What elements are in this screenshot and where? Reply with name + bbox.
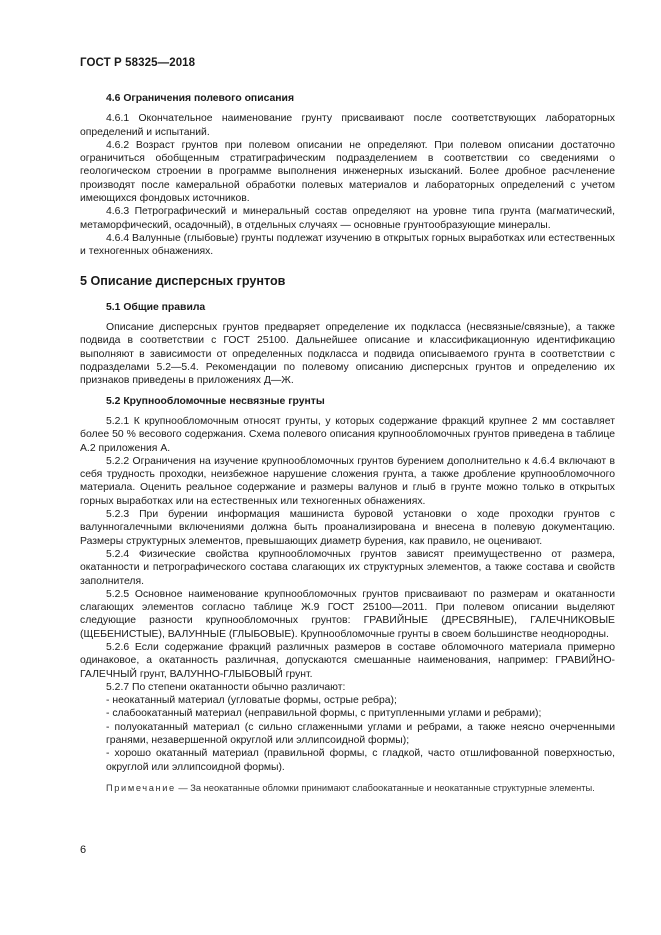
list-item: - слабоокатанный материал (неправильной формы, с притупленными углами и ребрами); <box>106 708 542 720</box>
document-body <box>80 92 615 794</box>
paragraph-4-6-3: 4.6.3 Петрографический и минеральный состав определяют на уровне типа грунта (магматический, метаморфический, осадочный), в отдельных случаях — основные грунтообразующие минералы. <box>80 206 615 231</box>
heading-4-6: 4.6 Ограничения полевого описания <box>106 93 295 104</box>
paragraph-5-2-6: 5.2.6 Если содержание фракций различных размеров в составе обломочного материала примерно одинаковое, а окатанность различная, допускаются смешанные наименования, например: ГРАВИЙНО-ГАЛЕЧНЫЙ грунт, ВАЛУННО-ГЛЫБОВЫЙ грунт. <box>80 641 615 680</box>
paragraph-5-2-1: 5.2.1 К крупнообломочным относят грунты, у которых содержание фракций крупнее 2 мм составляет более 50 % весового содержания. Схема полевого описания крупнообломочных грунтов приведена в таблице А.2 приложения А. <box>80 415 615 454</box>
note-label: Примечание <box>106 782 176 793</box>
paragraph-4-6-1: 4.6.1 Окончательное наименование грунту присваивают после соответствующих лабораторных определений и испытаний. <box>80 113 615 138</box>
list-item: - хорошо окатанный материал (правильной формы, с гладкой, часто отшлифованной поверхностью, округлой или эллипсоидной формы). <box>106 748 615 773</box>
list-item: - полуокатанный материал (с сильно сглаженными углами и ребрами, а также неясно очерченными гранями, незавершенной округлой или эллипсоидной формы); <box>106 721 615 747</box>
roundness-list <box>80 694 615 774</box>
paragraph-5-2-2: 5.2.2 Ограничения на изучение крупнообломочных грунтов бурением дополнительно к 4.6.4 включают в себя трудность проходки, неизбежное нарушение сложения грунта, а также дробление крупнообломочного материала. Оценить реальное содержание и размеры валунов и глыб в грунте можно только в открытых горных выработках или на естественных или техногенных обнажениях. <box>80 455 615 507</box>
list-item: - неокатанный материал (угловатые формы, острые ребра); <box>106 695 397 707</box>
paragraph-5-2-4: 5.2.4 Физические свойства крупнообломочных грунтов зависят преимущественно от размера, окатанности и петрографического состава слагающих их структурных элементов, а также состава и свойств заполнителя. <box>80 548 615 587</box>
paragraph-4-6-4: 4.6.4 Валунные (глыбовые) грунты подлежат изучению в открытых горных выработках или естественных и техногенных обнажениях. <box>80 232 615 258</box>
heading-section-5: 5 Описание дисперсных грунтов <box>80 273 286 288</box>
paragraph-4-6-2: 4.6.2 Возраст грунтов при полевом описании не определяют. При полевом описании достаточно ограничиться обобщенным стратиграфическим подразделением в соответствии со сведениями о геологическом строении в программе выполнения инженерных изысканий. Более дробное расчленение производят после камеральной обработки полевых материалов и лабораторных определений с учетом имеющихся фондовых источников. <box>80 139 615 205</box>
page-number: 6 <box>80 844 87 856</box>
paragraph-5-2-5: 5.2.5 Основное наименование крупнообломочных грунтов присваивают по размерам и окатанности слагающих элементов согласно таблице Ж.9 ГОСТ 25100—2011. При полевом описании выделяют следующие разности крупнообломочных грунтов: ГРАВИЙНЫЕ (ДРЕСВЯНЫЕ), ГАЛЕЧНИКОВЫЕ (ЩЕБЕНИСТЫЕ), ВАЛУННЫЕ (ГЛЫБОВЫЕ). Крупнообломочные грунты в своем большинстве неоднородны. <box>80 588 615 640</box>
heading-5-2: 5.2 Крупнообломочные несвязные грунты <box>106 395 325 407</box>
paragraph-5-1: Описание дисперсных грунтов предваряет определение их подкласса (несвязные/связные), а также подвида в соответствии с ГОСТ 25100. Дальнейшее описание и классификационную идентификацию выполняют в зависимости от определенных подкласса и подвида описываемого грунта в соответствии с подразделами 5.2—5.4. Рекомендации по полевому описанию дисперсных грунтов и определению их признаков приведены в приложениях Д—Ж. <box>80 322 615 387</box>
note <box>80 782 615 794</box>
paragraph-5-2-7: 5.2.7 По степени окатанности обычно различают: <box>106 681 346 693</box>
note-text: — За неокатанные обломки принимают слабоокатанные и неокатанные структурные элементы. <box>175 782 595 793</box>
paragraph-5-2-3: 5.2.3 При бурении информация машиниста буровой установки о ходе проходки грунтов с валунногалечными включениями должна быть проанализирована и внесена в полевую документацию. Размеры структурных элементов, превышающих диаметр бурения, как правило, не оценивают. <box>80 509 615 547</box>
standard-header: ГОСТ Р 58325—2018 <box>80 57 196 69</box>
heading-5-1: 5.1 Общие правила <box>106 301 206 313</box>
